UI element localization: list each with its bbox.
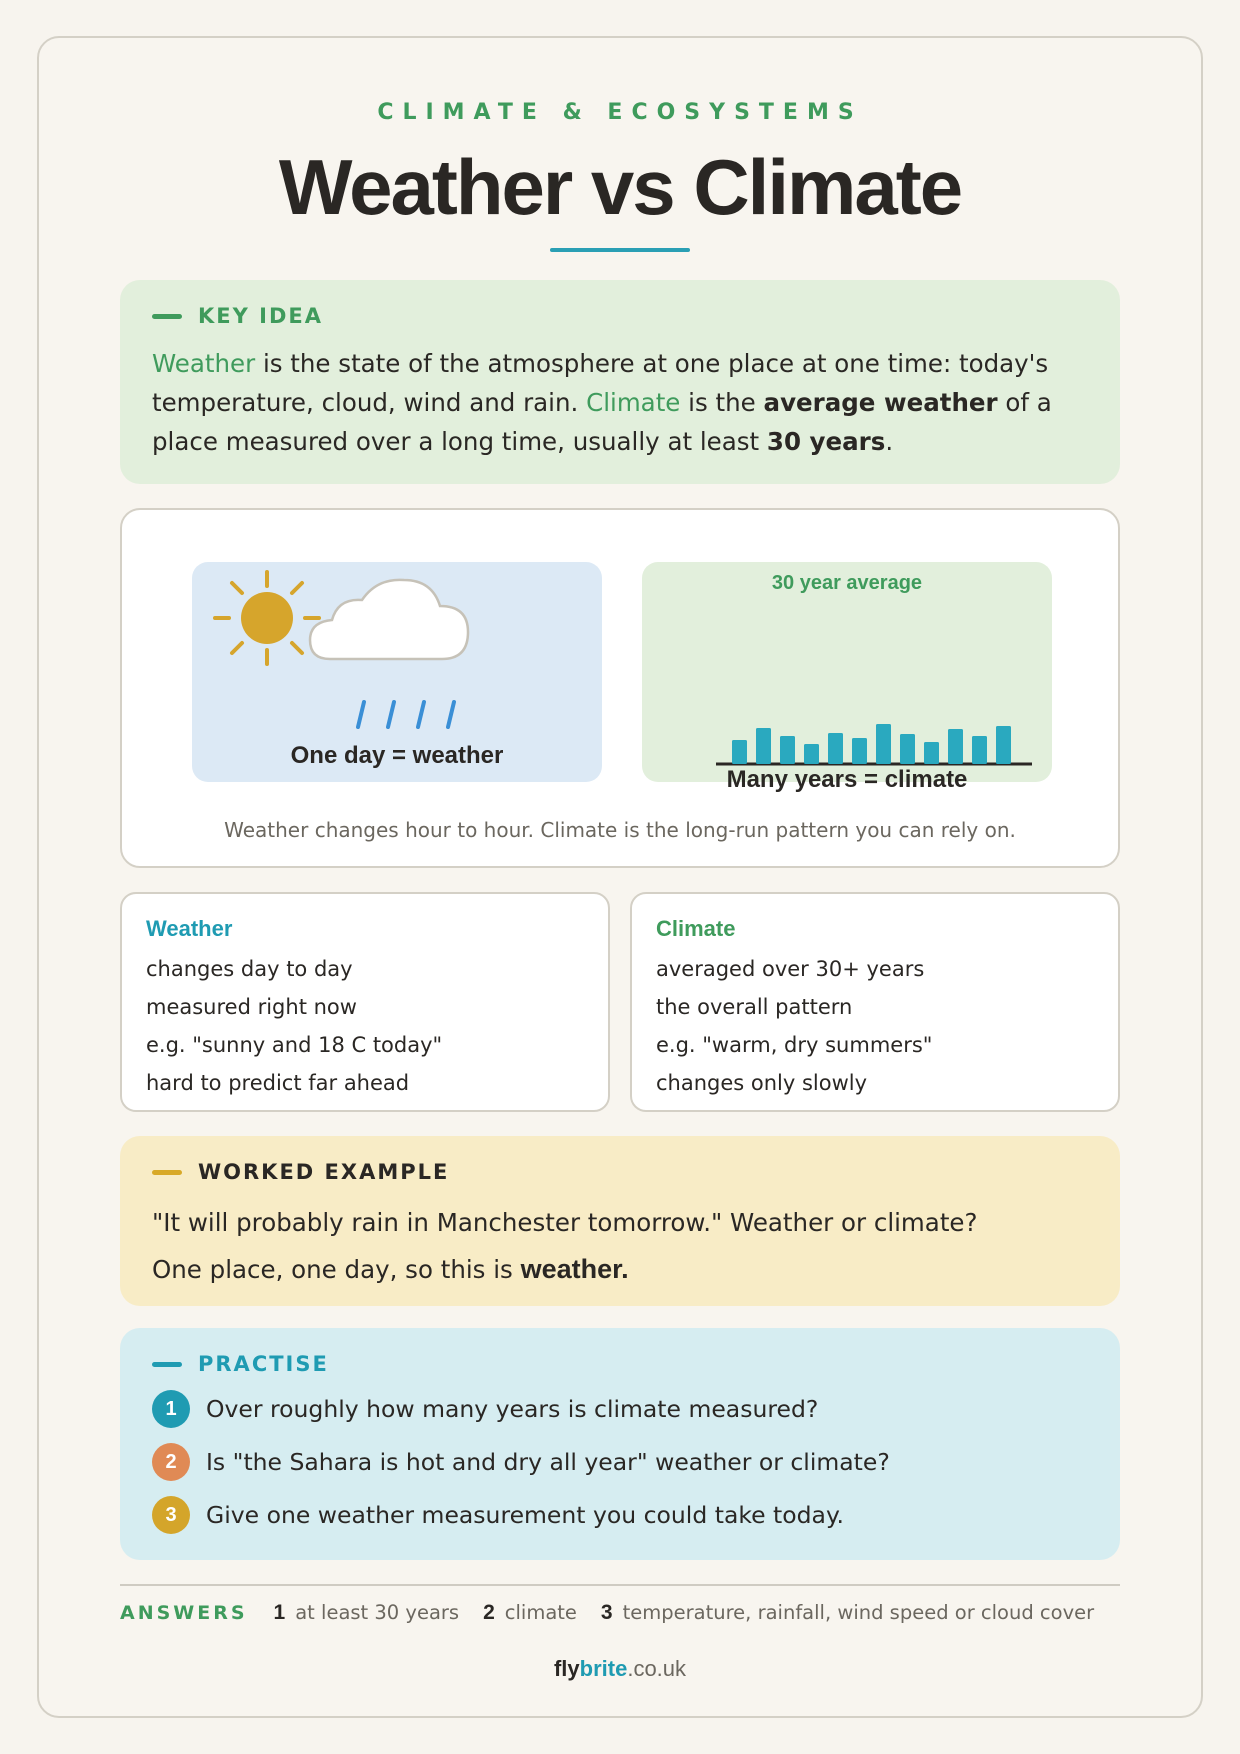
climate-bar: [948, 729, 963, 764]
dash-icon: [152, 314, 182, 319]
worked-example-panel: [120, 1136, 1120, 1306]
list-item: e.g. "sunny and 18 C today": [146, 1033, 443, 1057]
key-idea-text-3: of a place measured over a long time, usually at least: [152, 388, 1052, 456]
answers-label: ANSWERS: [120, 1602, 248, 1624]
weather-card-title: Weather: [146, 916, 233, 941]
list-item: changes only slowly: [656, 1071, 868, 1095]
weather-illustration: [192, 562, 602, 782]
climate-bar: [732, 740, 747, 764]
footer-brand: [0, 1656, 1240, 1682]
climate-bar: [756, 728, 771, 764]
climate-bar: [852, 738, 867, 764]
climate-illustration: [642, 562, 1052, 782]
worked-example-answer-word: weather.: [520, 1254, 629, 1284]
key-idea-text: [152, 344, 1102, 461]
list-item: averaged over 30+ years: [656, 957, 925, 981]
answer-text: at least 30 years: [295, 1601, 460, 1624]
worked-example-answer: [152, 1246, 629, 1293]
practise-label-text: PRACTISE: [198, 1352, 329, 1376]
climate-bar: [828, 733, 843, 764]
visual-panel: [120, 508, 1120, 868]
climate-bar-graphic: [642, 562, 1052, 782]
list-item: changes day to day: [146, 957, 353, 981]
answer-text: temperature, rainfall, wind speed or cloud cover: [622, 1601, 1095, 1624]
weather-card: [120, 892, 610, 1112]
list-item: e.g. "warm, dry summers": [656, 1033, 933, 1057]
average-label: 30 year average: [771, 572, 923, 594]
number-badge: 3: [152, 1496, 190, 1534]
practise-question: [152, 1443, 890, 1481]
climate-bar: [804, 744, 819, 764]
practise-question: [152, 1390, 818, 1428]
climate-bar: [900, 734, 915, 764]
worked-example-label: [152, 1160, 449, 1184]
section-kicker: CLIMATE & ECOSYSTEMS: [377, 100, 863, 125]
weather-caption: One day = weather: [290, 742, 504, 769]
answer-number: 1: [273, 1601, 286, 1624]
practise-question-text: Is "the Sahara is hot and dry all year" weather or climate?: [206, 1448, 890, 1476]
practise-question-text: Give one weather measurement you could take today.: [206, 1501, 844, 1529]
sun-icon: [215, 572, 319, 664]
list-item: measured right now: [146, 995, 357, 1019]
practise-label: [152, 1352, 329, 1376]
key-idea-text-1: is the state of the atmosphere at one place at one time: today's temperature, cloud, wind and rain.: [152, 349, 1049, 417]
climate-bar: [996, 726, 1011, 764]
key-idea-text-4: .: [885, 427, 894, 456]
climate-bar: [876, 724, 891, 764]
dash-icon: [152, 1362, 182, 1367]
answer-number: 2: [483, 1601, 495, 1624]
climate-bar: [972, 736, 987, 764]
title-underline: [550, 248, 690, 252]
rain-icon: [358, 702, 454, 727]
key-idea-text-2: is the: [680, 388, 764, 417]
key-idea-label: [152, 304, 323, 328]
worked-example-answer-lead: One place, one day, so this is: [152, 1255, 521, 1284]
climate-list: [656, 950, 932, 1102]
weather-list: [146, 950, 442, 1102]
page-title: Weather vs Climate: [278, 143, 962, 231]
worked-example-question: "It will probably rain in Manchester tomorrow." Weather or climate?: [152, 1208, 978, 1237]
practise-question-text: Over roughly how many years is climate measured?: [206, 1395, 819, 1423]
worked-example-label-text: WORKED EXAMPLE: [198, 1160, 450, 1184]
answer-number: 3: [600, 1601, 613, 1624]
list-item: hard to predict far ahead: [146, 1071, 410, 1095]
climate-card: [630, 892, 1120, 1112]
climate-bar: [924, 742, 939, 764]
climate-card-title: Climate: [656, 916, 736, 941]
key-idea-label-text: KEY IDEA: [198, 304, 323, 328]
thirty-years-term: 30 years: [766, 427, 886, 456]
climate-bar: [780, 736, 795, 764]
practise-panel: [120, 1328, 1120, 1560]
answer-text: climate: [504, 1601, 577, 1624]
brand-fly: fly: [553, 1656, 580, 1681]
answers-divider: [120, 1584, 1120, 1586]
visual-caption: Weather changes hour to hour. Climate is the long-run pattern you can rely on.: [224, 818, 1016, 842]
brand-domain: .co.uk: [627, 1656, 687, 1681]
dash-icon: [152, 1170, 182, 1175]
practise-question: [152, 1496, 844, 1534]
climate-caption: Many years = climate: [726, 766, 968, 793]
average-weather-term: average weather: [763, 388, 998, 417]
key-idea-panel: [120, 280, 1120, 484]
list-item: the overall pattern: [656, 995, 853, 1019]
number-badge: 2: [152, 1443, 190, 1481]
climate-term: Climate: [586, 388, 681, 417]
weather-term: Weather: [152, 349, 256, 378]
answers-row: [120, 1601, 1130, 1625]
cloud-icon: [310, 580, 468, 659]
brand-brite: brite: [579, 1656, 628, 1681]
number-badge: 1: [152, 1390, 190, 1428]
